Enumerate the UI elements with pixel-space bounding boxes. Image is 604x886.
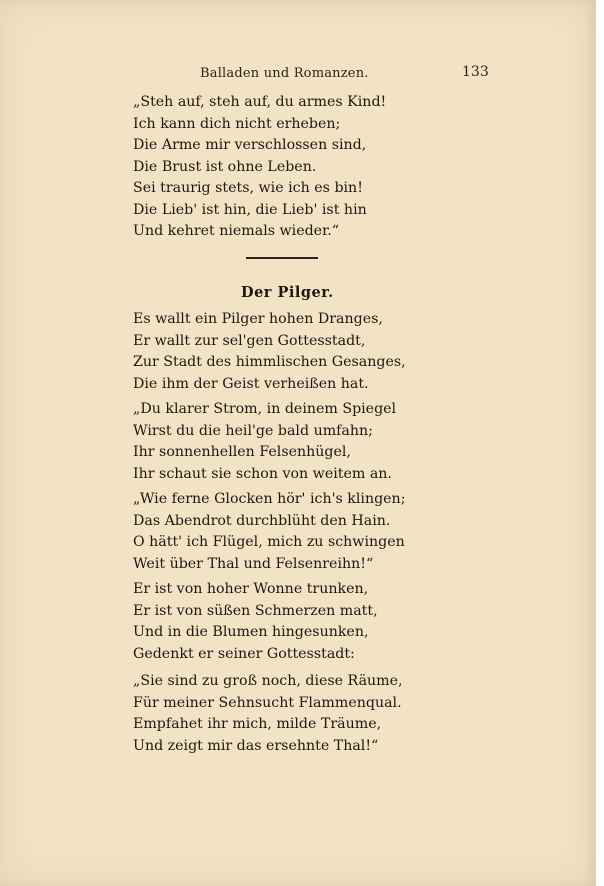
verse-line: Für meiner Sehnsucht Flammenqual. [133, 694, 402, 711]
verse-line: Ich kann dich nicht erheben; [133, 115, 341, 132]
continued-stanza [133, 92, 386, 243]
verse-line: Sei traurig stets, wie ich es bin! [133, 180, 363, 196]
page-number: 133 [462, 64, 489, 80]
verse-line: Wirst du die heil'ge bald umfahn; [133, 422, 373, 439]
verse-line: Er wallt zur sel'gen Gottesstadt, [133, 332, 366, 349]
verse-line: „Sie sind zu groß noch, diese Räume, [133, 673, 403, 689]
verse-line: Weit über Thal und Felsenreihn!“ [133, 555, 374, 572]
verse-line: „Steh auf, steh auf, du armes Kind! [133, 94, 387, 110]
verse-line: Die Brust ist ohne Leben. [133, 158, 317, 175]
stanza-5 [133, 671, 403, 757]
verse-line: Zur Stadt des himmlischen Gesanges, [133, 354, 406, 370]
verse-line: Die ihm der Geist verheißen hat. [133, 375, 369, 392]
verse-line: O hätt' ich Flügel, mich zu schwingen [133, 534, 405, 550]
verse-line: Gedenkt er seiner Gottesstadt: [133, 645, 355, 662]
verse-line: Es wallt ein Pilger hohen Dranges, [133, 311, 383, 327]
verse-line: Die Arme mir verschlossen sind, [133, 137, 367, 153]
stanza-3 [133, 489, 405, 575]
verse-line: Und zeigt mir das ersehnte Thal!“ [133, 737, 379, 754]
verse-line: „Wie ferne Glocken hör' ich's klingen; [133, 491, 406, 507]
verse-line: Empfahet ihr mich, milde Träume, [133, 716, 382, 732]
stanza-1 [133, 309, 406, 395]
verse-line: Ihr schaut sie schon von weitem an. [133, 465, 392, 482]
verse-line: „Du klarer Strom, in deinem Spiegel [133, 401, 397, 417]
verse-line: Das Abendrot durchblüht den Hain. [133, 512, 391, 529]
running-head: Balladen und Romanzen. [200, 66, 369, 81]
section-divider [246, 257, 318, 259]
stanza-4 [133, 579, 378, 665]
verse-line: Und kehret niemals wieder.“ [133, 223, 340, 239]
verse-line: Ihr sonnenhellen Felsenhügel, [133, 444, 351, 460]
verse-line: Und in die Blumen hingesunken, [133, 624, 369, 640]
poem-title: Der Pilger. [241, 284, 334, 301]
verse-line: Er ist von hoher Wonne trunken, [133, 581, 369, 597]
stanza-2 [133, 399, 396, 485]
verse-line: Die Lieb' ist hin, die Lieb' ist hin [133, 201, 367, 218]
verse-line: Er ist von süßen Schmerzen matt, [133, 602, 378, 619]
